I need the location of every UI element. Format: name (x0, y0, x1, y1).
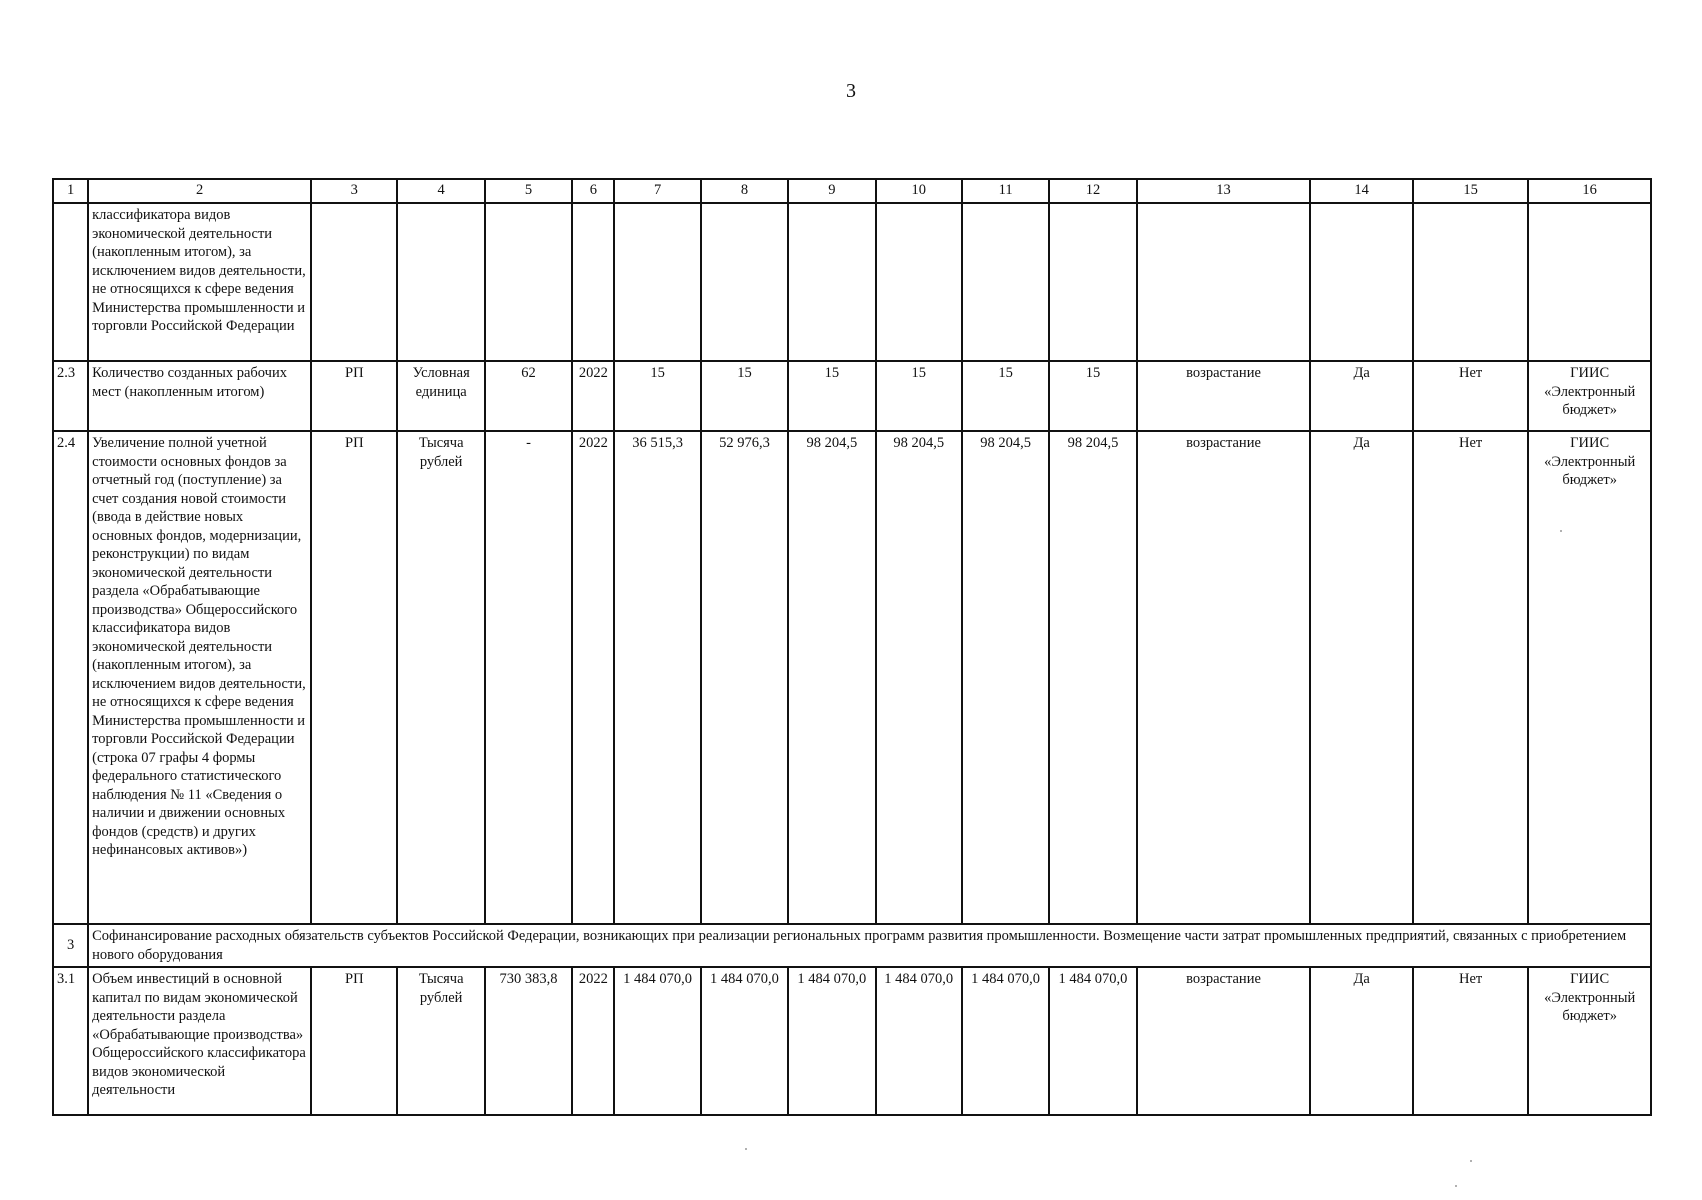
base-value: - (485, 431, 572, 924)
table-row (53, 431, 1651, 924)
base-value: 62 (485, 361, 572, 431)
column-header: 10 (876, 179, 962, 203)
col15-value: Нет (1413, 361, 1529, 431)
col14-value: Да (1310, 361, 1412, 431)
row-number: 2.4 (53, 431, 88, 924)
column-header: 13 (1137, 179, 1311, 203)
table-row (53, 361, 1651, 431)
base-year: 2022 (572, 967, 614, 1115)
continuation-text: классификатора видов экономической деятельности (накопленным итогом), за исключением видов деятельности, не относящихся к сфере ведения Министерства промышленности и торговли Российской Федерации (88, 203, 311, 361)
info-system: ГИИС «Электронный бюджет» (1528, 431, 1651, 924)
value-col12: 98 204,5 (1049, 431, 1136, 924)
scan-speck (1560, 530, 1562, 532)
col15-value: Нет (1413, 431, 1529, 924)
value-col9: 1 484 070,0 (788, 967, 875, 1115)
value-col7: 36 515,3 (614, 431, 700, 924)
column-header: 14 (1310, 179, 1412, 203)
unit: Условная единица (397, 361, 484, 431)
indicator-level: РП (311, 431, 397, 924)
row-number: 2.3 (53, 361, 88, 431)
continuation-row (53, 203, 1651, 361)
scan-speck (1455, 1185, 1457, 1187)
column-header: 16 (1528, 179, 1651, 203)
value-col12: 1 484 070,0 (1049, 967, 1136, 1115)
value-col8: 52 976,3 (701, 431, 788, 924)
value-col11: 1 484 070,0 (962, 967, 1049, 1115)
indicator-name: Объем инвестиций в основной капитал по видам экономической деятельности раздела «Обрабатывающие производства» Общероссийского классификатора видов экономической деятельности (88, 967, 311, 1115)
column-number-header (53, 179, 1651, 203)
section-row (53, 924, 1651, 967)
value-col10: 98 204,5 (876, 431, 962, 924)
column-header: 3 (311, 179, 397, 203)
section-number: 3 (53, 924, 88, 967)
trend: возрастание (1137, 967, 1311, 1115)
section-title: Софинансирование расходных обязательств субъектов Российской Федерации, возникающих при реализации региональных программ развития промышленности. Возмещение части затрат промышленных предприятий, связанных с приобретением нового оборудования (88, 924, 1651, 967)
col14-value: Да (1310, 967, 1412, 1115)
value-col8: 15 (701, 361, 788, 431)
indicator-name: Увеличение полной учетной стоимости основных фондов за отчетный год (поступление) за счет создания новой стоимости (ввода в действие новых основных фондов, модернизации, реконструкции) по видам экономической деятельности раздела «Обрабатывающие производства» Общероссийского классификатора видов экономической деятельности (накопленным итогом), за исключением видов деятельности, не относящихся к сфере ведения Министерства промышленности и торговли Российской Федерации (строка 07 графы 4 формы федерального статистического наблюдения № 11 «Сведения о наличии и движении основных фондов (средств) и других нефинансовых активов») (88, 431, 311, 924)
trend: возрастание (1137, 361, 1311, 431)
trend: возрастание (1137, 431, 1311, 924)
scan-speck (1470, 1160, 1472, 1162)
info-system: ГИИС «Электронный бюджет» (1528, 361, 1651, 431)
value-col10: 1 484 070,0 (876, 967, 962, 1115)
column-header: 8 (701, 179, 788, 203)
column-header: 15 (1413, 179, 1529, 203)
value-col10: 15 (876, 361, 962, 431)
value-col11: 98 204,5 (962, 431, 1049, 924)
column-header: 2 (88, 179, 311, 203)
indicator-name: Количество созданных рабочих мест (накопленным итогом) (88, 361, 311, 431)
value-col8: 1 484 070,0 (701, 967, 788, 1115)
value-col12: 15 (1049, 361, 1136, 431)
col15-value: Нет (1413, 967, 1529, 1115)
value-col11: 15 (962, 361, 1049, 431)
value-col9: 98 204,5 (788, 431, 875, 924)
table-row (53, 967, 1651, 1115)
column-header: 12 (1049, 179, 1136, 203)
col14-value: Да (1310, 431, 1412, 924)
column-header: 1 (53, 179, 88, 203)
indicators-table (52, 178, 1652, 1116)
column-header: 4 (397, 179, 484, 203)
column-header: 6 (572, 179, 614, 203)
column-header: 7 (614, 179, 700, 203)
unit: Тысяча рублей (397, 967, 484, 1115)
indicator-level: РП (311, 967, 397, 1115)
row-number: 3.1 (53, 967, 88, 1115)
column-header: 11 (962, 179, 1049, 203)
column-header: 5 (485, 179, 572, 203)
unit: Тысяча рублей (397, 431, 484, 924)
indicator-level: РП (311, 361, 397, 431)
value-col7: 15 (614, 361, 700, 431)
base-year: 2022 (572, 361, 614, 431)
value-col7: 1 484 070,0 (614, 967, 700, 1115)
scan-speck (745, 1148, 747, 1150)
base-value: 730 383,8 (485, 967, 572, 1115)
page-number: 3 (846, 80, 856, 102)
info-system: ГИИС «Электронный бюджет» (1528, 967, 1651, 1115)
value-col9: 15 (788, 361, 875, 431)
column-header: 9 (788, 179, 875, 203)
base-year: 2022 (572, 431, 614, 924)
